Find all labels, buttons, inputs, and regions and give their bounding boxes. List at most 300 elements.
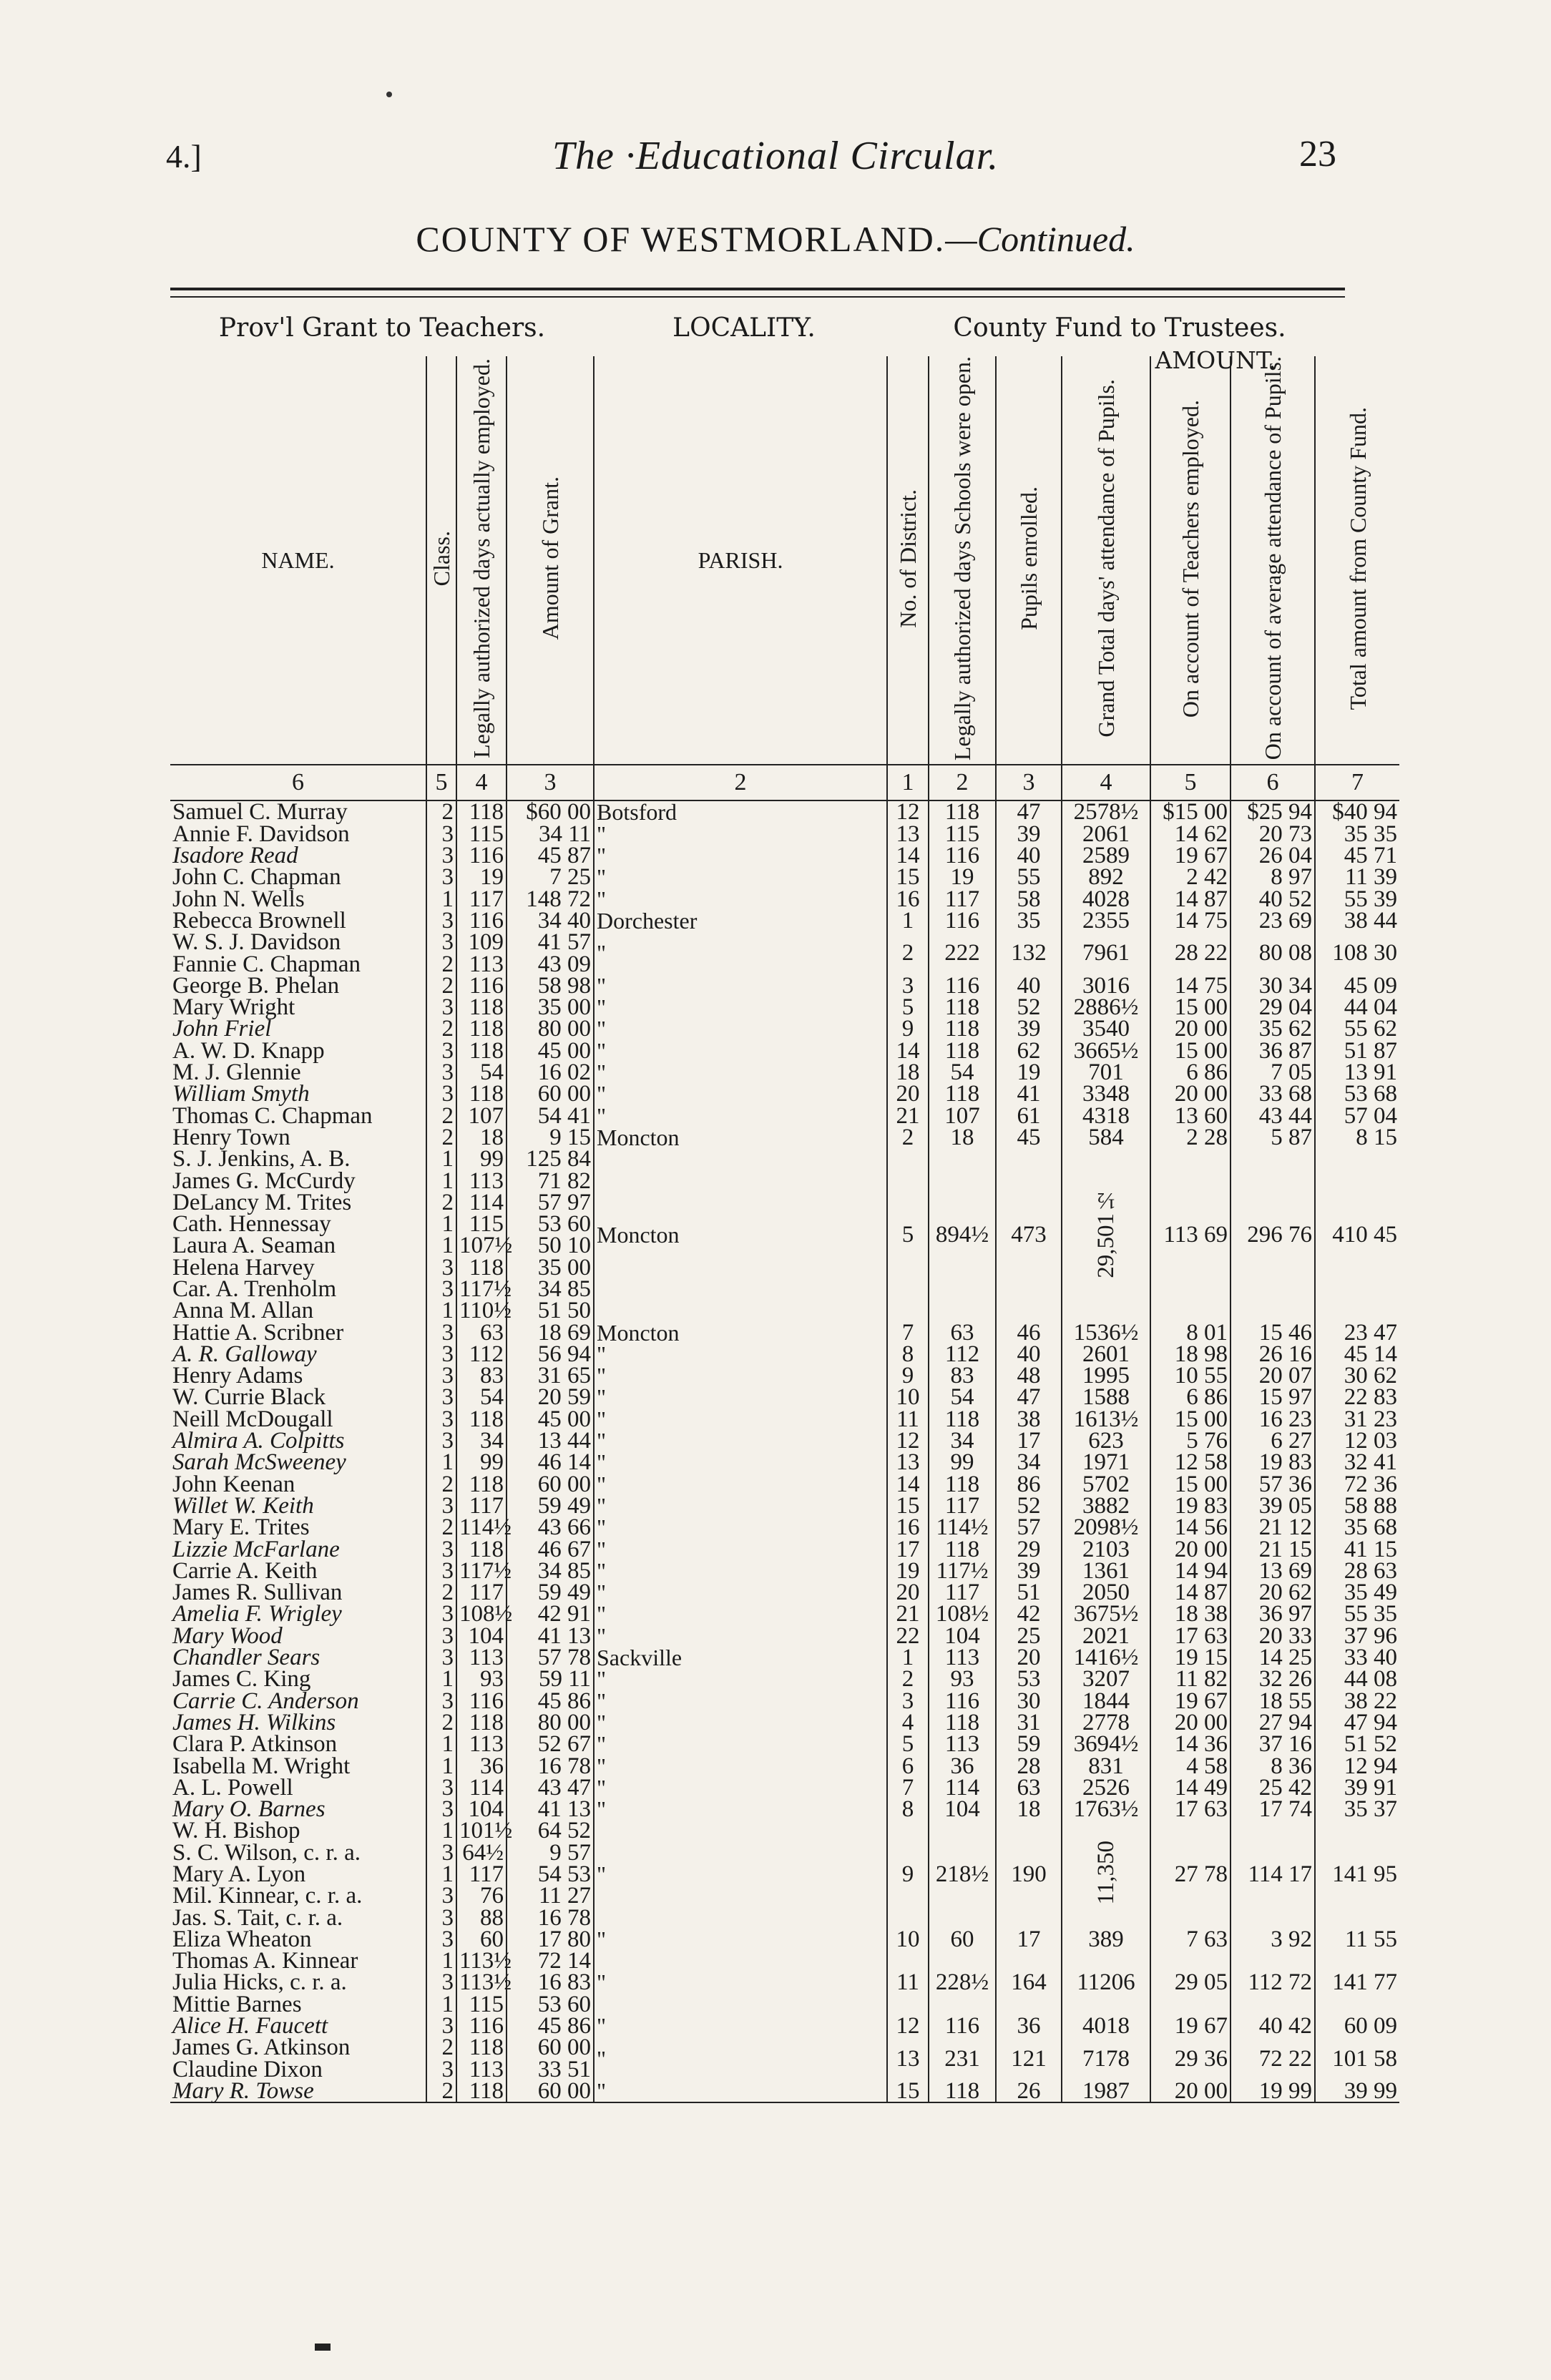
pupils-cell: 52 [996, 1495, 1062, 1517]
district-cell: 12 [887, 800, 929, 823]
attendance-cell: 1416½ [1062, 1647, 1150, 1668]
school-days-cell: 36 [929, 1755, 996, 1777]
teacher-name: Mary O. Barnes [172, 1796, 326, 1823]
legal-days-cell: 99 [456, 1148, 507, 1170]
amount-subheader: AMOUNT. [1155, 346, 1276, 374]
legal-days-cell: 115 [456, 1994, 507, 2015]
attendance-cell: 701 [1062, 1062, 1150, 1083]
parish-cell: " [594, 1733, 887, 1755]
total-fund-cell: 35 49 [1315, 1582, 1399, 1603]
teachers-account-cell: 2 42 [1150, 866, 1230, 888]
attendance-cell [1062, 1148, 1150, 1321]
total-fund-cell: 101 58 [1315, 2037, 1399, 2080]
table-row [170, 1929, 1399, 1950]
district-cell: 3 [887, 975, 929, 996]
class-cell: 3 [426, 1842, 456, 1864]
teacher-name: Mary Wright [172, 994, 295, 1021]
total-fund-cell: 41 15 [1315, 1539, 1399, 1560]
class-cell: 2 [426, 1018, 456, 1039]
parish-cell: " [594, 2080, 887, 2102]
district-cell: 20 [887, 1582, 929, 1603]
district-cell: 18 [887, 1062, 929, 1083]
legal-days-cell: 118 [456, 996, 507, 1018]
attendance-cell: 1971 [1062, 1451, 1150, 1473]
legal-days-cell: 113 [456, 1170, 507, 1192]
colnum: 3 [996, 765, 1062, 800]
total-fund-cell: 38 22 [1315, 1690, 1399, 1712]
teacher-name: James G. Atkinson [172, 2034, 351, 2061]
pupils-cell: 47 [996, 800, 1062, 823]
class-cell: 3 [426, 823, 456, 845]
legal-days-cell: 118 [456, 1474, 507, 1495]
total-fund-cell: 22 83 [1315, 1386, 1399, 1408]
total-fund-cell: 55 62 [1315, 1018, 1399, 1039]
total-fund-cell: 11 39 [1315, 866, 1399, 888]
district-cell: 15 [887, 2080, 929, 2102]
district-cell: 13 [887, 1451, 929, 1473]
district-cell: 10 [887, 1929, 929, 1950]
pupils-cell: 58 [996, 888, 1062, 910]
parish-cell: " [594, 1018, 887, 1039]
school-days-cell: 116 [929, 845, 996, 866]
class-cell: 3 [426, 1972, 456, 1993]
column-header-row [170, 356, 1399, 765]
page-number-left: 4.] [166, 138, 202, 175]
total-fund-cell: 39 91 [1315, 1777, 1399, 1798]
grant-amount-cell: 56 94 [507, 1343, 594, 1365]
grant-amount-cell: 20 59 [507, 1386, 594, 1408]
attendance-cell: 2355 [1062, 910, 1150, 931]
grant-amount-cell: 59 49 [507, 1495, 594, 1517]
table-row [170, 1386, 1399, 1408]
parish-cell: " [594, 1625, 887, 1647]
pupils-cell: 25 [996, 1625, 1062, 1647]
teachers-account-cell: 8 01 [1150, 1322, 1230, 1343]
district-cell: 2 [887, 1127, 929, 1148]
attendance-cell: 389 [1062, 1929, 1150, 1950]
attendance-vertical-value: 29,501½ [1092, 1187, 1119, 1279]
legal-days-cell: 19 [456, 866, 507, 888]
legal-days-cell: 114½ [456, 1517, 507, 1538]
teacher-name: Mary A. Lyon [172, 1861, 306, 1887]
pupils-cell: 19 [996, 1062, 1062, 1083]
teacher-name: Carrie C. Anderson [172, 1688, 359, 1714]
class-cell: 1 [426, 1864, 456, 1885]
class-cell: 2 [426, 975, 456, 996]
school-days-cell: 63 [929, 1322, 996, 1343]
legal-days-cell: 117 [456, 1864, 507, 1885]
school-days-cell: 118 [929, 1040, 996, 1062]
pupils-cell: 48 [996, 1365, 1062, 1386]
average-account-cell: 26 04 [1230, 845, 1315, 866]
school-days-cell: 116 [929, 910, 996, 931]
pupils-cell: 35 [996, 910, 1062, 931]
total-fund-cell: 55 39 [1315, 888, 1399, 910]
pupils-cell: 20 [996, 1647, 1062, 1668]
school-days-cell: 118 [929, 1409, 996, 1430]
average-account-cell: 57 36 [1230, 1474, 1315, 1495]
parish-cell: " [594, 1343, 887, 1365]
pupils-cell: 31 [996, 1712, 1062, 1733]
grant-amount-cell: 45 87 [507, 845, 594, 866]
grant-amount-cell: 16 78 [507, 1907, 594, 1929]
district-cell: 2 [887, 931, 929, 975]
total-fund-cell: 13 91 [1315, 1062, 1399, 1083]
attendance-cell: 623 [1062, 1430, 1150, 1451]
parish-cell: " [594, 1560, 887, 1582]
ink-mark [315, 2344, 331, 2351]
average-account-cell: 29 04 [1230, 996, 1315, 1018]
class-cell: 3 [426, 1560, 456, 1582]
class-cell: 3 [426, 1257, 456, 1278]
teachers-account-cell: 14 56 [1150, 1517, 1230, 1538]
table-row [170, 1712, 1399, 1733]
teacher-name: John C. Chapman [172, 864, 341, 891]
average-account-cell: 296 76 [1230, 1148, 1315, 1321]
grant-amount-cell: 17 80 [507, 1929, 594, 1950]
legal-days-cell: 83 [456, 1365, 507, 1386]
class-cell: 3 [426, 1690, 456, 1712]
parish-cell: " [594, 1105, 887, 1127]
legal-days-cell: 113 [456, 1733, 507, 1755]
district-cell: 12 [887, 1430, 929, 1451]
teachers-account-cell: 15 00 [1150, 996, 1230, 1018]
grant-amount-cell: 16 78 [507, 1755, 594, 1777]
header-parish-text: PARISH. [698, 547, 783, 573]
school-days-cell: 19 [929, 866, 996, 888]
average-account-cell: 15 97 [1230, 1386, 1315, 1408]
pupils-cell: 39 [996, 1018, 1062, 1039]
average-account-cell: 36 97 [1230, 1603, 1315, 1625]
district-cell: 14 [887, 1474, 929, 1495]
parish-cell: Botsford [594, 800, 887, 823]
average-account-cell: 20 62 [1230, 1582, 1315, 1603]
attendance-cell: 1763½ [1062, 1798, 1150, 1820]
school-days-cell: 60 [929, 1929, 996, 1950]
teachers-account-cell: 5 76 [1150, 1430, 1230, 1451]
table-row [170, 1322, 1399, 1343]
teachers-account-cell: 15 00 [1150, 1040, 1230, 1062]
total-fund-cell: 45 09 [1315, 975, 1399, 996]
parish-cell: " [594, 1820, 887, 1928]
attendance-cell: 4018 [1062, 2015, 1150, 2037]
class-cell: 2 [426, 1582, 456, 1603]
grant-amount-cell: 35 00 [507, 1257, 594, 1278]
average-account-cell: 25 42 [1230, 1777, 1315, 1798]
header-district-text: No. of District. [895, 489, 921, 628]
attendance-cell: 1361 [1062, 1560, 1150, 1582]
grant-amount-cell: 35 00 [507, 996, 594, 1018]
teachers-account-cell: 14 75 [1150, 910, 1230, 931]
teacher-name: S. J. Jenkins, A. B. [172, 1146, 351, 1172]
class-cell: 3 [426, 1777, 456, 1798]
teachers-account-cell: 10 55 [1150, 1365, 1230, 1386]
average-account-cell: 26 16 [1230, 1343, 1315, 1365]
legal-days-cell: 118 [456, 1018, 507, 1039]
grant-amount-cell: 71 82 [507, 1170, 594, 1192]
district-cell: 9 [887, 1365, 929, 1386]
class-cell: 3 [426, 1495, 456, 1517]
class-cell: 2 [426, 1712, 456, 1733]
class-cell: 3 [426, 1278, 456, 1300]
legal-days-cell: 115 [456, 823, 507, 845]
colnum: 3 [507, 765, 594, 800]
pupils-cell: 36 [996, 2015, 1062, 2037]
school-days-cell: 117 [929, 1582, 996, 1603]
legal-days-cell: 116 [456, 910, 507, 931]
teacher-name: Alice H. Faucett [172, 2013, 328, 2039]
pupils-cell: 42 [996, 1603, 1062, 1625]
school-days-cell: 118 [929, 1474, 996, 1495]
grant-amount-cell: 72 14 [507, 1950, 594, 1972]
header-legal-days-text: Legally authorized days actually employed. [469, 358, 494, 759]
table-row [170, 1798, 1399, 1820]
grant-amount-cell: 60 00 [507, 1083, 594, 1105]
teachers-account-cell: 14 94 [1150, 1560, 1230, 1582]
parish-cell: " [594, 1777, 887, 1798]
class-cell: 1 [426, 1170, 456, 1192]
teacher-name: Eliza Wheaton [172, 1926, 312, 1952]
table-row [170, 1451, 1399, 1473]
attendance-cell: 1588 [1062, 1386, 1150, 1408]
total-fund-cell: 38 44 [1315, 910, 1399, 931]
pupils-cell: 121 [996, 2037, 1062, 2080]
parish-cell: " [594, 866, 887, 888]
total-fund-cell: 53 68 [1315, 1083, 1399, 1105]
class-cell: 3 [426, 1539, 456, 1560]
total-fund-cell: 35 35 [1315, 823, 1399, 845]
total-fund-cell: 30 62 [1315, 1365, 1399, 1386]
teacher-name: James G. McCurdy [172, 1167, 356, 1194]
attendance-cell: 7178 [1062, 2037, 1150, 2080]
average-account-cell: 6 27 [1230, 1430, 1315, 1451]
grant-amount-cell: 43 47 [507, 1777, 594, 1798]
table-row [170, 1148, 1399, 1170]
legal-days-cell: 115 [456, 1213, 507, 1235]
grant-amount-cell: 80 00 [507, 1712, 594, 1733]
grant-amount-cell: 16 83 [507, 1972, 594, 1993]
teacher-name: John Friel [172, 1016, 272, 1042]
grant-amount-cell: 57 78 [507, 1647, 594, 1668]
total-fund-cell: 37 96 [1315, 1625, 1399, 1647]
legal-days-cell: 63 [456, 1322, 507, 1343]
legal-days-cell: 114 [456, 1192, 507, 1213]
legal-days-cell: 113 [456, 954, 507, 975]
parish-cell: " [594, 1517, 887, 1538]
legal-days-cell: 116 [456, 975, 507, 996]
attendance-cell: 831 [1062, 1755, 1150, 1777]
average-account-cell: 19 99 [1230, 2080, 1315, 2102]
legal-days-cell: 113½ [456, 1950, 507, 1972]
total-fund-cell: 60 09 [1315, 2015, 1399, 2037]
grant-amount-cell: 54 41 [507, 1105, 594, 1127]
table-row [170, 1062, 1399, 1083]
teachers-account-cell: 29 36 [1150, 2037, 1230, 2080]
class-cell: 1 [426, 1755, 456, 1777]
district-cell: 15 [887, 1495, 929, 1517]
class-cell: 1 [426, 1300, 456, 1321]
table-row [170, 1127, 1399, 1148]
class-cell: 3 [426, 866, 456, 888]
district-cell: 17 [887, 1539, 929, 1560]
header-pupils [996, 356, 1062, 765]
teacher-name: Henry Adams [172, 1363, 303, 1389]
table-row [170, 1409, 1399, 1430]
attendance-cell: 3694½ [1062, 1733, 1150, 1755]
average-account-cell: $25 94 [1230, 800, 1315, 823]
attendance-cell: 2886½ [1062, 996, 1150, 1018]
teacher-name: James R. Sullivan [172, 1580, 343, 1606]
school-days-cell: 99 [929, 1451, 996, 1473]
total-fund-cell: 44 08 [1315, 1668, 1399, 1690]
school-days-cell: 104 [929, 1625, 996, 1647]
pupils-cell: 62 [996, 1040, 1062, 1062]
legal-days-cell: 118 [456, 800, 507, 823]
class-cell: 1 [426, 1668, 456, 1690]
teacher-name: W. Currie Black [172, 1384, 326, 1411]
school-days-cell: 117½ [929, 1560, 996, 1582]
average-account-cell: 8 36 [1230, 1755, 1315, 1777]
class-cell: 3 [426, 845, 456, 866]
grant-amount-cell: 58 98 [507, 975, 594, 996]
colnum: 5 [1150, 765, 1230, 800]
teacher-name: Amelia F. Wrigley [172, 1601, 342, 1627]
teacher-name: S. C. Wilson, c. r. a. [172, 1839, 361, 1866]
attendance-cell: 2601 [1062, 1343, 1150, 1365]
average-account-cell: 114 17 [1230, 1820, 1315, 1928]
teachers-account-cell: 7 63 [1150, 1929, 1230, 1950]
total-fund-cell: 141 95 [1315, 1820, 1399, 1928]
class-cell: 2 [426, 2037, 456, 2058]
teacher-name: Claudine Dixon [172, 2056, 323, 2082]
parish-cell: " [594, 1603, 887, 1625]
school-days-cell: 115 [929, 823, 996, 845]
teachers-account-cell: 14 87 [1150, 1582, 1230, 1603]
header-average-account-text: On account of average attendance of Pupils. [1260, 356, 1286, 760]
attendance-cell: 3207 [1062, 1668, 1150, 1690]
grant-amount-cell: 59 49 [507, 1582, 594, 1603]
district-cell: 16 [887, 1517, 929, 1538]
grant-amount-cell: 34 85 [507, 1560, 594, 1582]
teacher-name: Clara P. Atkinson [172, 1731, 338, 1758]
teacher-name: Laura A. Seaman [172, 1233, 336, 1259]
district-cell: 6 [887, 1755, 929, 1777]
class-cell: 2 [426, 954, 456, 975]
teacher-name: Almira A. Colpitts [172, 1428, 345, 1454]
total-fund-cell: 32 41 [1315, 1451, 1399, 1473]
parish-cell: " [594, 1083, 887, 1105]
legal-days-cell: 118 [456, 2080, 507, 2102]
teacher-name: Carrie A. Keith [172, 1557, 318, 1584]
average-account-cell: 16 23 [1230, 1409, 1315, 1430]
county-title-main: COUNTY OF WESTMORLAND. [416, 219, 946, 259]
grant-amount-cell: 50 10 [507, 1235, 594, 1256]
school-days-cell: 118 [929, 2080, 996, 2102]
grant-amount-cell: 34 40 [507, 910, 594, 931]
legal-days-cell: 118 [456, 1712, 507, 1733]
header-pupils-text: Pupils enrolled. [1016, 486, 1042, 631]
teacher-name: Mil. Kinnear, c. r. a. [172, 1883, 363, 1909]
grant-amount-cell: 125 84 [507, 1148, 594, 1170]
total-fund-cell: $40 94 [1315, 800, 1399, 823]
total-fund-cell: 44 04 [1315, 996, 1399, 1018]
grant-amount-cell: 60 00 [507, 1474, 594, 1495]
average-account-cell: 21 12 [1230, 1517, 1315, 1538]
district-cell: 2 [887, 1668, 929, 1690]
average-account-cell: 27 94 [1230, 1712, 1315, 1733]
colnum: 6 [1230, 765, 1315, 800]
teachers-account-cell: 18 98 [1150, 1343, 1230, 1365]
class-cell: 1 [426, 1235, 456, 1256]
teacher-name: James C. King [172, 1666, 311, 1693]
colnum: 4 [456, 765, 507, 800]
attendance-cell: 1613½ [1062, 1409, 1150, 1430]
pupils-cell: 45 [996, 1127, 1062, 1148]
teachers-account-cell: 11 82 [1150, 1668, 1230, 1690]
teachers-account-cell: 19 83 [1150, 1495, 1230, 1517]
class-cell: 3 [426, 996, 456, 1018]
legal-days-cell: 60 [456, 1929, 507, 1950]
district-cell: 15 [887, 866, 929, 888]
teacher-name: Isabella M. Wright [172, 1753, 351, 1779]
legal-days-cell: 118 [456, 1040, 507, 1062]
table-row [170, 1105, 1399, 1127]
grant-amount-cell: 53 60 [507, 1213, 594, 1235]
table-row [170, 2080, 1399, 2102]
pupils-cell: 132 [996, 931, 1062, 975]
table-row [170, 975, 1399, 996]
parish-cell: " [594, 1386, 887, 1408]
parish-cell: " [594, 1950, 887, 2015]
average-account-cell: 30 34 [1230, 975, 1315, 996]
school-days-cell: 93 [929, 1668, 996, 1690]
grant-amount-cell: 45 86 [507, 2015, 594, 2037]
school-days-cell: 114 [929, 1777, 996, 1798]
total-fund-cell: 410 45 [1315, 1148, 1399, 1321]
pupils-cell: 190 [996, 1820, 1062, 1928]
pupils-cell: 57 [996, 1517, 1062, 1538]
table-row [170, 1755, 1399, 1777]
grant-amount-cell: 33 51 [507, 2059, 594, 2080]
table-row [170, 1625, 1399, 1647]
school-days-cell: 107 [929, 1105, 996, 1127]
parish-cell: Sackville [594, 1647, 887, 1668]
class-cell: 2 [426, 1192, 456, 1213]
pupils-cell: 38 [996, 1409, 1062, 1430]
attendance-cell: 2061 [1062, 823, 1150, 845]
total-fund-cell: 51 87 [1315, 1040, 1399, 1062]
pupils-cell: 18 [996, 1798, 1062, 1820]
pupils-cell: 40 [996, 1343, 1062, 1365]
school-days-cell: 54 [929, 1062, 996, 1083]
teacher-name: Isadore Read [172, 843, 298, 869]
parish-cell: Moncton [594, 1322, 887, 1343]
grant-amount-cell: 51 50 [507, 1300, 594, 1321]
total-fund-cell: 51 52 [1315, 1733, 1399, 1755]
legal-days-cell: 36 [456, 1755, 507, 1777]
colnum: 2 [929, 765, 996, 800]
table-row [170, 866, 1399, 888]
district-cell: 14 [887, 845, 929, 866]
teachers-account-cell: 19 67 [1150, 845, 1230, 866]
teachers-account-cell: 113 69 [1150, 1148, 1230, 1321]
school-days-cell: 18 [929, 1127, 996, 1148]
district-cell: 12 [887, 2015, 929, 2037]
legal-days-cell: 114 [456, 1777, 507, 1798]
legal-days-cell: 34 [456, 1430, 507, 1451]
teacher-name: DeLancy M. Trites [172, 1189, 352, 1215]
grant-amount-cell: 148 72 [507, 888, 594, 910]
